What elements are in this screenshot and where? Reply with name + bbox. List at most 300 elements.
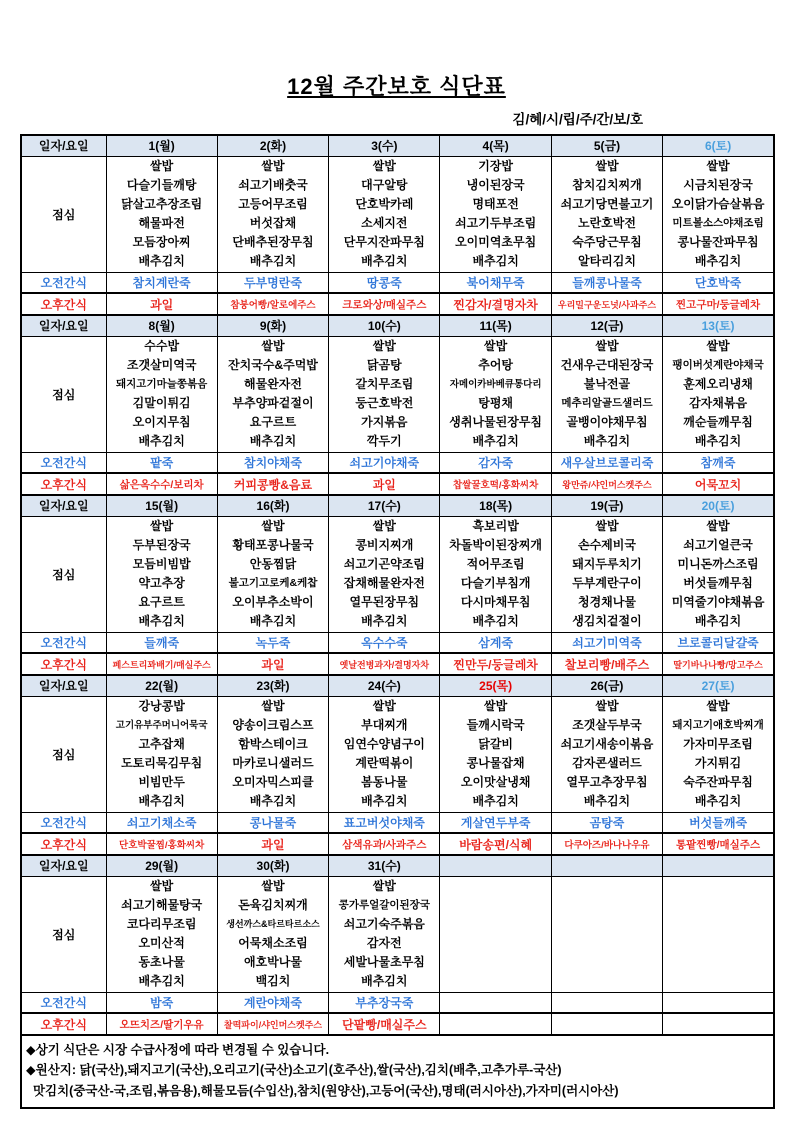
afternoon-snack-cell: 옛날전병과자/결명자차: [329, 653, 440, 675]
morning-snack-cell: 밤죽: [106, 992, 217, 1013]
afternoon-snack-cell: 삼색유과/사과주스: [329, 833, 440, 855]
lunch-cell: [440, 516, 551, 632]
menu-item: 가지볶음: [361, 415, 408, 429]
menu-item: 임연수양념구이: [343, 737, 425, 751]
menu-item: 코다리무조림: [126, 917, 197, 931]
lunch-cell: [217, 876, 328, 992]
menu-item: 쇠고기얼큰국: [683, 538, 753, 552]
week-3-morning-snack-row: [21, 632, 774, 653]
menu-item: 배추김치: [694, 434, 742, 448]
menu-item: 가지튀김: [694, 756, 742, 770]
morning-snack-cell: 참치계란죽: [106, 272, 217, 293]
menu-item: 부추양파겉절이: [232, 396, 314, 410]
menu-item: 쌀밥: [372, 159, 396, 173]
menu-item: 들깨시락국: [466, 718, 525, 732]
menu-item: 미트볼소스야채조림: [672, 217, 764, 229]
menu-item: 쌀밥: [261, 339, 285, 353]
lunch-cell: [106, 516, 217, 632]
menu-item: 배추김치: [249, 794, 297, 808]
menu-item: 마카로니샐러드: [232, 756, 314, 770]
morning-snack-cell: 참치야채죽: [217, 452, 328, 473]
date-cell: 2(화): [217, 135, 328, 156]
lunch-cell: [106, 876, 217, 992]
morning-snack-cell: 게살연두부죽: [440, 812, 551, 833]
date-cell: 13(토): [663, 315, 774, 336]
menu-item: 배추김치: [361, 794, 408, 808]
afternoon-snack-cell: 통팥찐빵/매실주스: [663, 833, 774, 855]
menu-item: 배추김치: [472, 794, 519, 808]
afternoon-snack-cell: 과일: [106, 293, 217, 315]
menu-item: 배추김치: [361, 614, 408, 628]
morning-snack-cell: 녹두죽: [217, 632, 328, 653]
menu-item: 닭갈비: [478, 737, 514, 751]
menu-item: 쌀밥: [372, 519, 396, 533]
lunch-cell: [663, 876, 774, 992]
lunch-cell: [217, 336, 328, 452]
week-3-lunch-row: [21, 516, 774, 632]
menu-item: 배추김치: [472, 434, 519, 448]
menu-item: 두부된장국: [132, 538, 191, 552]
date-cell: 6(토): [663, 135, 774, 156]
menu-item: 잡채해물완자전: [343, 576, 425, 590]
menu-item: 불낙전골: [583, 377, 631, 391]
menu-item: 쌀밥: [595, 339, 619, 353]
week-1-afternoon-snack-row: [21, 293, 774, 315]
morning-snack-cell: 표고버섯야채죽: [329, 812, 440, 833]
morning-snack-cell: 두부명란죽: [217, 272, 328, 293]
morning-snack-cell: 들깨콩나물죽: [551, 272, 662, 293]
meal-plan-table-wrap: [20, 134, 775, 1109]
menu-item: 돈육김치찌개: [238, 898, 308, 912]
menu-item: 계란떡볶이: [355, 756, 414, 770]
menu-item: 가자미무조림: [683, 737, 753, 751]
menu-item: 배추김치: [694, 794, 742, 808]
afternoon-snack-cell: 우리밀구운도넛/사과주스: [551, 293, 662, 315]
meal-plan-table: [20, 134, 775, 1036]
afternoon-snack-cell: 찰보리빵/배주스: [551, 653, 662, 675]
menu-item: 열무고추장무침: [566, 775, 648, 789]
menu-item: 탕평채: [478, 396, 514, 410]
date-cell: 22(월): [106, 675, 217, 696]
menu-item: 콩가루얼갈이된장국: [338, 899, 430, 911]
afternoon-snack-cell: [663, 1013, 774, 1035]
menu-item: 미니돈까스조림: [677, 557, 759, 571]
morning-snack-label: 오전간식: [21, 812, 106, 833]
menu-item: 다시마채무침: [460, 595, 531, 609]
corner-label: 일자/요일: [21, 495, 106, 516]
date-cell: 16(화): [217, 495, 328, 516]
menu-item: 깍두기: [366, 434, 402, 448]
menu-item: 배추김치: [583, 434, 631, 448]
lunch-cell: [217, 156, 328, 272]
afternoon-snack-cell: 크로와상/매실주스: [329, 293, 440, 315]
week-3-afternoon-snack-row: [21, 653, 774, 675]
menu-item: 생선까스&타르타르소스: [226, 919, 320, 929]
date-cell: 12(금): [551, 315, 662, 336]
morning-snack-label: 오전간식: [21, 452, 106, 473]
morning-snack-cell: [551, 992, 662, 1013]
menu-item: 숙주잔파무침: [683, 775, 753, 789]
menu-item: 쌀밥: [706, 159, 730, 173]
lunch-label: 점심: [21, 696, 106, 812]
menu-item: 부대찌개: [361, 718, 408, 732]
menu-item: 알타리김치: [577, 254, 636, 268]
afternoon-snack-cell: 단팥빵/매실주스: [329, 1013, 440, 1035]
menu-item: 오이지무침: [132, 415, 191, 429]
footer-line: 맛김치(중국산-국,조림,볶음용),해물모듬(수입산),참치(원양산),고등어(국산),명태(러시아산),가자미(러시아산): [26, 1083, 619, 1098]
lunch-cell: [106, 336, 217, 452]
menu-item: 김말이튀김: [132, 396, 191, 410]
week-5-morning-snack-row: [21, 992, 774, 1013]
week-2-date-row: [21, 315, 774, 336]
morning-snack-cell: 콩나물죽: [217, 812, 328, 833]
corner-label: 일자/요일: [21, 855, 106, 876]
menu-item: 생취나물된장무침: [449, 415, 543, 429]
menu-item: 쌀밥: [150, 159, 174, 173]
afternoon-snack-label: 오후간식: [21, 293, 106, 315]
menu-item: 감자콘샐러드: [572, 756, 642, 770]
afternoon-snack-cell: 페스트리꽈배기/매실주스: [106, 653, 217, 675]
menu-item: 쌀밥: [150, 879, 174, 893]
menu-item: 고기유부주머니어묵국: [115, 720, 208, 731]
lunch-cell: [663, 156, 774, 272]
morning-snack-cell: 부추장국죽: [329, 992, 440, 1013]
lunch-cell: [551, 696, 662, 812]
menu-item: 고추잡채: [138, 737, 185, 751]
menu-item: 조갯살미역국: [126, 358, 197, 372]
menu-item: 돼지고기마늘쫑볶음: [116, 378, 208, 390]
date-cell: 1(월): [106, 135, 217, 156]
morning-snack-cell: 들깨죽: [106, 632, 217, 653]
afternoon-snack-label: 오후간식: [21, 653, 106, 675]
menu-item: 오미산적: [138, 936, 185, 950]
afternoon-snack-cell: 오뜨치즈/딸기우유: [106, 1013, 217, 1035]
menu-item: 요구르트: [249, 415, 297, 429]
week-1-date-row: [21, 135, 774, 156]
menu-item: 손수제비국: [577, 538, 636, 552]
date-cell: 25(목): [440, 675, 551, 696]
menu-item: 골뱅이야채무침: [566, 415, 648, 429]
menu-item: 쌀밥: [484, 339, 508, 353]
week-2-afternoon-snack-row: [21, 473, 774, 495]
date-cell: 31(수): [329, 855, 440, 876]
menu-item: 적어무조림: [466, 557, 525, 571]
menu-item: 배추김치: [138, 974, 185, 988]
menu-item: 흑보리밥: [472, 519, 519, 533]
lunch-cell: [329, 696, 440, 812]
lunch-cell: [217, 696, 328, 812]
menu-item: 다슬기부침개: [460, 576, 531, 590]
menu-item: 숙주당근무침: [572, 235, 642, 249]
menu-item: 배추김치: [249, 614, 297, 628]
lunch-cell: [440, 156, 551, 272]
date-cell: 10(수): [329, 315, 440, 336]
afternoon-snack-cell: 참붕어빵/알로에주스: [217, 293, 328, 315]
menu-item: 쌀밥: [706, 339, 730, 353]
morning-snack-cell: [663, 992, 774, 1013]
morning-snack-cell: 곰탕죽: [551, 812, 662, 833]
afternoon-snack-cell: 찰떡파이/샤인머스켓주스: [217, 1013, 328, 1035]
menu-item: 동초나물: [138, 955, 185, 969]
corner-label: 일자/요일: [21, 315, 106, 336]
menu-item: 명태포전: [472, 197, 519, 211]
morning-snack-cell: 감자죽: [440, 452, 551, 473]
afternoon-snack-cell: 삶은옥수수/보리차: [106, 473, 217, 495]
date-cell: 23(화): [217, 675, 328, 696]
afternoon-snack-cell: 과일: [329, 473, 440, 495]
menu-item: 오이미역초무침: [455, 235, 537, 249]
lunch-cell: [329, 336, 440, 452]
lunch-cell: [329, 516, 440, 632]
week-2-lunch-row: [21, 336, 774, 452]
menu-item: 차돌박이된장찌개: [449, 538, 543, 552]
date-cell: [663, 855, 774, 876]
footer-line: ◆상기 식단은 시장 수급사정에 따라 변경될 수 있습니다.: [26, 1042, 330, 1057]
week-5-lunch-row: [21, 876, 774, 992]
menu-item: 쌀밥: [372, 879, 396, 893]
menu-item: 단호박카레: [355, 197, 414, 211]
date-cell: [440, 855, 551, 876]
lunch-cell: [440, 876, 551, 992]
date-cell: 19(금): [551, 495, 662, 516]
lunch-cell: [440, 336, 551, 452]
lunch-cell: [440, 696, 551, 812]
lunch-label: 점심: [21, 336, 106, 452]
lunch-cell: [551, 876, 662, 992]
menu-item: 쌀밥: [261, 879, 285, 893]
morning-snack-cell: [440, 992, 551, 1013]
menu-item: 배추김치: [694, 254, 742, 268]
menu-item: 자메이카바베큐통다리: [449, 379, 542, 390]
afternoon-snack-cell: 딸기바나나빵/망고주스: [663, 653, 774, 675]
menu-item: 미역줄기야채볶음: [671, 595, 765, 609]
morning-snack-label: 오전간식: [21, 992, 106, 1013]
menu-item: 콩비지찌개: [355, 538, 414, 552]
menu-item: 배추김치: [138, 794, 185, 808]
menu-item: 요구르트: [138, 595, 185, 609]
afternoon-snack-cell: 다쿠아즈/바나나우유: [551, 833, 662, 855]
menu-item: 조갯살두부국: [572, 718, 642, 732]
corner-label: 일자/요일: [21, 675, 106, 696]
corner-label: 일자/요일: [21, 135, 106, 156]
morning-snack-cell: 단호박죽: [663, 272, 774, 293]
menu-item: 닭곰탕: [366, 358, 402, 372]
morning-snack-cell: 북어채무죽: [440, 272, 551, 293]
date-cell: 17(수): [329, 495, 440, 516]
menu-item: 닭살고추장조림: [121, 197, 203, 211]
menu-item: 단배추된장무침: [232, 235, 314, 249]
morning-snack-cell: 삼계죽: [440, 632, 551, 653]
afternoon-snack-cell: 찹쌀꿀호떡/홍화씨차: [440, 473, 551, 495]
menu-item: 둥근호박전: [355, 396, 414, 410]
date-cell: 15(월): [106, 495, 217, 516]
week-3-date-row: [21, 495, 774, 516]
menu-item: 오이닭가슴살볶음: [671, 197, 765, 211]
menu-item: 약고추장: [138, 576, 185, 590]
afternoon-snack-cell: [551, 1013, 662, 1035]
menu-item: 팽이버섯계란야채국: [672, 359, 764, 371]
menu-item: 황태포콩나물국: [232, 538, 314, 552]
date-cell: 8(월): [106, 315, 217, 336]
menu-item: 돼지두루치기: [572, 557, 642, 571]
menu-item: 오이맛살냉채: [460, 775, 531, 789]
menu-item: 양송이크림스프: [232, 718, 314, 732]
menu-item: 버섯들깨무침: [683, 576, 753, 590]
lunch-cell: [551, 336, 662, 452]
facility-name: 김/혜/시/립/주/간/보/호: [512, 112, 643, 127]
date-cell: [551, 855, 662, 876]
menu-item: 생김치겉절이: [572, 614, 642, 628]
date-cell: 18(목): [440, 495, 551, 516]
menu-item: 쌀밥: [706, 699, 730, 713]
menu-item: 백김치: [255, 974, 291, 988]
date-cell: 11(목): [440, 315, 551, 336]
date-cell: 9(화): [217, 315, 328, 336]
menu-item: 두부계란구이: [572, 576, 642, 590]
menu-item: 봄동나물: [361, 775, 408, 789]
week-5-afternoon-snack-row: [21, 1013, 774, 1035]
afternoon-snack-cell: 찐만두/둥글레차: [440, 653, 551, 675]
morning-snack-cell: 참깨죽: [663, 452, 774, 473]
menu-item: 청경채나물: [577, 595, 636, 609]
morning-snack-cell: 옥수수죽: [329, 632, 440, 653]
menu-item: 세발나물초무침: [343, 955, 425, 969]
afternoon-snack-cell: 과일: [217, 653, 328, 675]
menu-item: 쌀밥: [706, 519, 730, 533]
menu-item: 수수밥: [144, 339, 180, 353]
menu-item: 배추김치: [249, 434, 297, 448]
menu-item: 배추김치: [472, 614, 519, 628]
menu-item: 오미자믹스피클: [232, 775, 314, 789]
menu-item: 쌀밥: [595, 699, 619, 713]
menu-item: 안동찜닭: [249, 557, 297, 571]
menu-item: 고등어무조림: [238, 197, 308, 211]
morning-snack-cell: 버섯들깨죽: [663, 812, 774, 833]
menu-item: 쇠고기당면불고기: [560, 197, 654, 211]
menu-item: 쇠고기해물탕국: [121, 898, 203, 912]
lunch-cell: [551, 516, 662, 632]
menu-item: 소세지전: [361, 216, 408, 230]
week-4-date-row: [21, 675, 774, 696]
menu-item: 배추김치: [694, 614, 742, 628]
menu-item: 감자채볶음: [689, 396, 748, 410]
menu-item: 노란호박전: [577, 216, 636, 230]
menu-item: 냉이된장국: [466, 178, 525, 192]
week-4-lunch-row: [21, 696, 774, 812]
morning-snack-cell: 땅콩죽: [329, 272, 440, 293]
afternoon-snack-cell: 찐감자/결명자차: [440, 293, 551, 315]
afternoon-snack-cell: 단호박꿀찜/홍화씨차: [106, 833, 217, 855]
page-title: 12월 주간보호 식단표: [287, 74, 506, 99]
menu-item: 배추김치: [138, 434, 185, 448]
menu-item: 콩나물잔파무침: [677, 235, 759, 249]
lunch-cell: [551, 156, 662, 272]
menu-item: 쌀밥: [595, 519, 619, 533]
menu-item: 돼지고기애호박찌개: [672, 719, 764, 731]
lunch-cell: [663, 336, 774, 452]
menu-item: 쌀밥: [372, 699, 396, 713]
morning-snack-cell: 쇠고기채소죽: [106, 812, 217, 833]
menu-item: 메추리알골드샐러드: [561, 397, 653, 409]
menu-item: 쇠고기곤약조림: [343, 557, 425, 571]
afternoon-snack-cell: 과일: [217, 833, 328, 855]
date-cell: 30(화): [217, 855, 328, 876]
menu-item: 쇠고기숙주볶음: [343, 917, 425, 931]
date-cell: 5(금): [551, 135, 662, 156]
menu-item: 열무된장무침: [349, 595, 420, 609]
morning-snack-cell: 쇠고기미역죽: [551, 632, 662, 653]
menu-item: 쌀밥: [372, 339, 396, 353]
morning-snack-cell: 쇠고기야채죽: [329, 452, 440, 473]
menu-item: 배추김치: [583, 794, 631, 808]
menu-item: 감자전: [366, 936, 402, 950]
morning-snack-cell: 계란야채죽: [217, 992, 328, 1013]
week-4-morning-snack-row: [21, 812, 774, 833]
morning-snack-label: 오전간식: [21, 272, 106, 293]
date-cell: 4(목): [440, 135, 551, 156]
afternoon-snack-cell: 바람송편/식혜: [440, 833, 551, 855]
morning-snack-cell: 브로콜리달걀죽: [663, 632, 774, 653]
morning-snack-cell: 새우살브로콜리죽: [551, 452, 662, 473]
menu-item: 도토리묵김무침: [121, 756, 203, 770]
week-2-morning-snack-row: [21, 452, 774, 473]
date-cell: 20(토): [663, 495, 774, 516]
lunch-cell: [329, 156, 440, 272]
menu-item: 배추김치: [361, 974, 408, 988]
afternoon-snack-label: 오후간식: [21, 833, 106, 855]
menu-item: 비빔만두: [138, 775, 185, 789]
menu-item: 참치김치찌개: [572, 178, 642, 192]
week-5-date-row: [21, 855, 774, 876]
menu-item: 쇠고기두부조림: [455, 216, 537, 230]
date-cell: 3(수): [329, 135, 440, 156]
menu-item: 강낭콩밥: [138, 699, 185, 713]
menu-item: 애호박나물: [244, 955, 302, 969]
menu-item: 배추김치: [249, 254, 297, 268]
menu-item: 깨순들깨무침: [683, 415, 753, 429]
menu-item: 모듬장아찌: [132, 235, 191, 249]
menu-item: 쌀밥: [261, 519, 285, 533]
menu-item: 오이부추소박이: [232, 595, 314, 609]
menu-item: 잔치국수&주먹밥: [228, 358, 318, 372]
afternoon-snack-cell: 찐고구마/둥글레차: [663, 293, 774, 315]
menu-item: 건새우근대된장국: [560, 358, 654, 372]
menu-item: 쌀밥: [261, 159, 285, 173]
lunch-label: 점심: [21, 156, 106, 272]
menu-item: 쇠고기배춧국: [238, 178, 308, 192]
menu-item: 콩나물잡채: [466, 756, 525, 770]
menu-item: 쇠고기새송이볶음: [560, 737, 654, 751]
lunch-cell: [329, 876, 440, 992]
menu-item: 배추김치: [361, 254, 408, 268]
morning-snack-cell: 팥죽: [106, 452, 217, 473]
menu-item: 버섯잡채: [249, 216, 297, 230]
menu-item: 단무지잔파무침: [343, 235, 425, 249]
menu-item: 배추김치: [472, 254, 519, 268]
morning-snack-label: 오전간식: [21, 632, 106, 653]
menu-item: 불고기고로케&케찹: [228, 577, 318, 589]
lunch-label: 점심: [21, 516, 106, 632]
date-cell: 26(금): [551, 675, 662, 696]
menu-item: 해물완자전: [244, 377, 302, 391]
lunch-cell: [106, 696, 217, 812]
footer-line: ◆원산지: 닭(국산),돼지고기(국산),오리고기(국산)소고기(호주산),쌀(국산),김치(배추,고추가루-국산): [26, 1063, 562, 1078]
menu-item: 쌀밥: [150, 519, 174, 533]
menu-item: 다슬기들깨탕: [126, 178, 197, 192]
menu-item: 쌀밥: [484, 699, 508, 713]
lunch-cell: [106, 156, 217, 272]
menu-item: 어묵채소조림: [238, 936, 308, 950]
